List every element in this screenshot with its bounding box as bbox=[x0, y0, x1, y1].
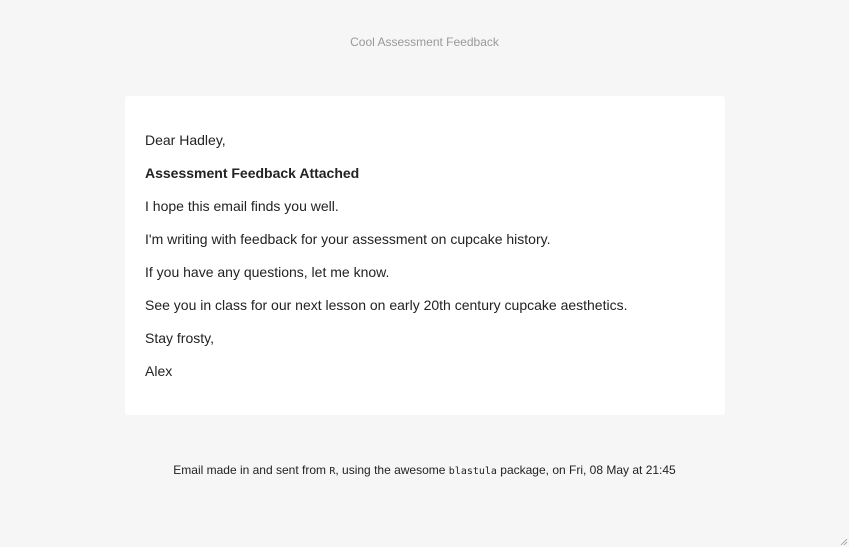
footer-suffix: package, on Fri, 08 May at 21:45 bbox=[496, 463, 676, 477]
footer-middle: , using the awesome bbox=[335, 463, 449, 477]
email-paragraph: I hope this email finds you well. bbox=[145, 198, 339, 214]
resize-grip-icon[interactable] bbox=[840, 538, 848, 546]
email-body-card bbox=[125, 96, 725, 415]
email-footer bbox=[0, 463, 849, 477]
email-preheader: Cool Assessment Feedback bbox=[350, 35, 499, 49]
email-greeting: Dear Hadley, bbox=[145, 132, 226, 148]
email-signature: Alex bbox=[145, 363, 173, 379]
email-paragraph: I'm writing with feedback for your assessment on cupcake history. bbox=[145, 231, 551, 247]
email-heading: Assessment Feedback Attached bbox=[145, 165, 360, 181]
footer-package-code: blastula bbox=[448, 466, 497, 477]
email-signoff: Stay frosty, bbox=[145, 330, 214, 346]
footer-prefix: Email made in and sent from bbox=[173, 463, 330, 477]
footer-lang-code: R bbox=[329, 466, 336, 477]
email-paragraph: See you in class for our next lesson on early 20th century cupcake aesthetics. bbox=[145, 297, 628, 313]
email-paragraph: If you have any questions, let me know. bbox=[145, 264, 390, 280]
